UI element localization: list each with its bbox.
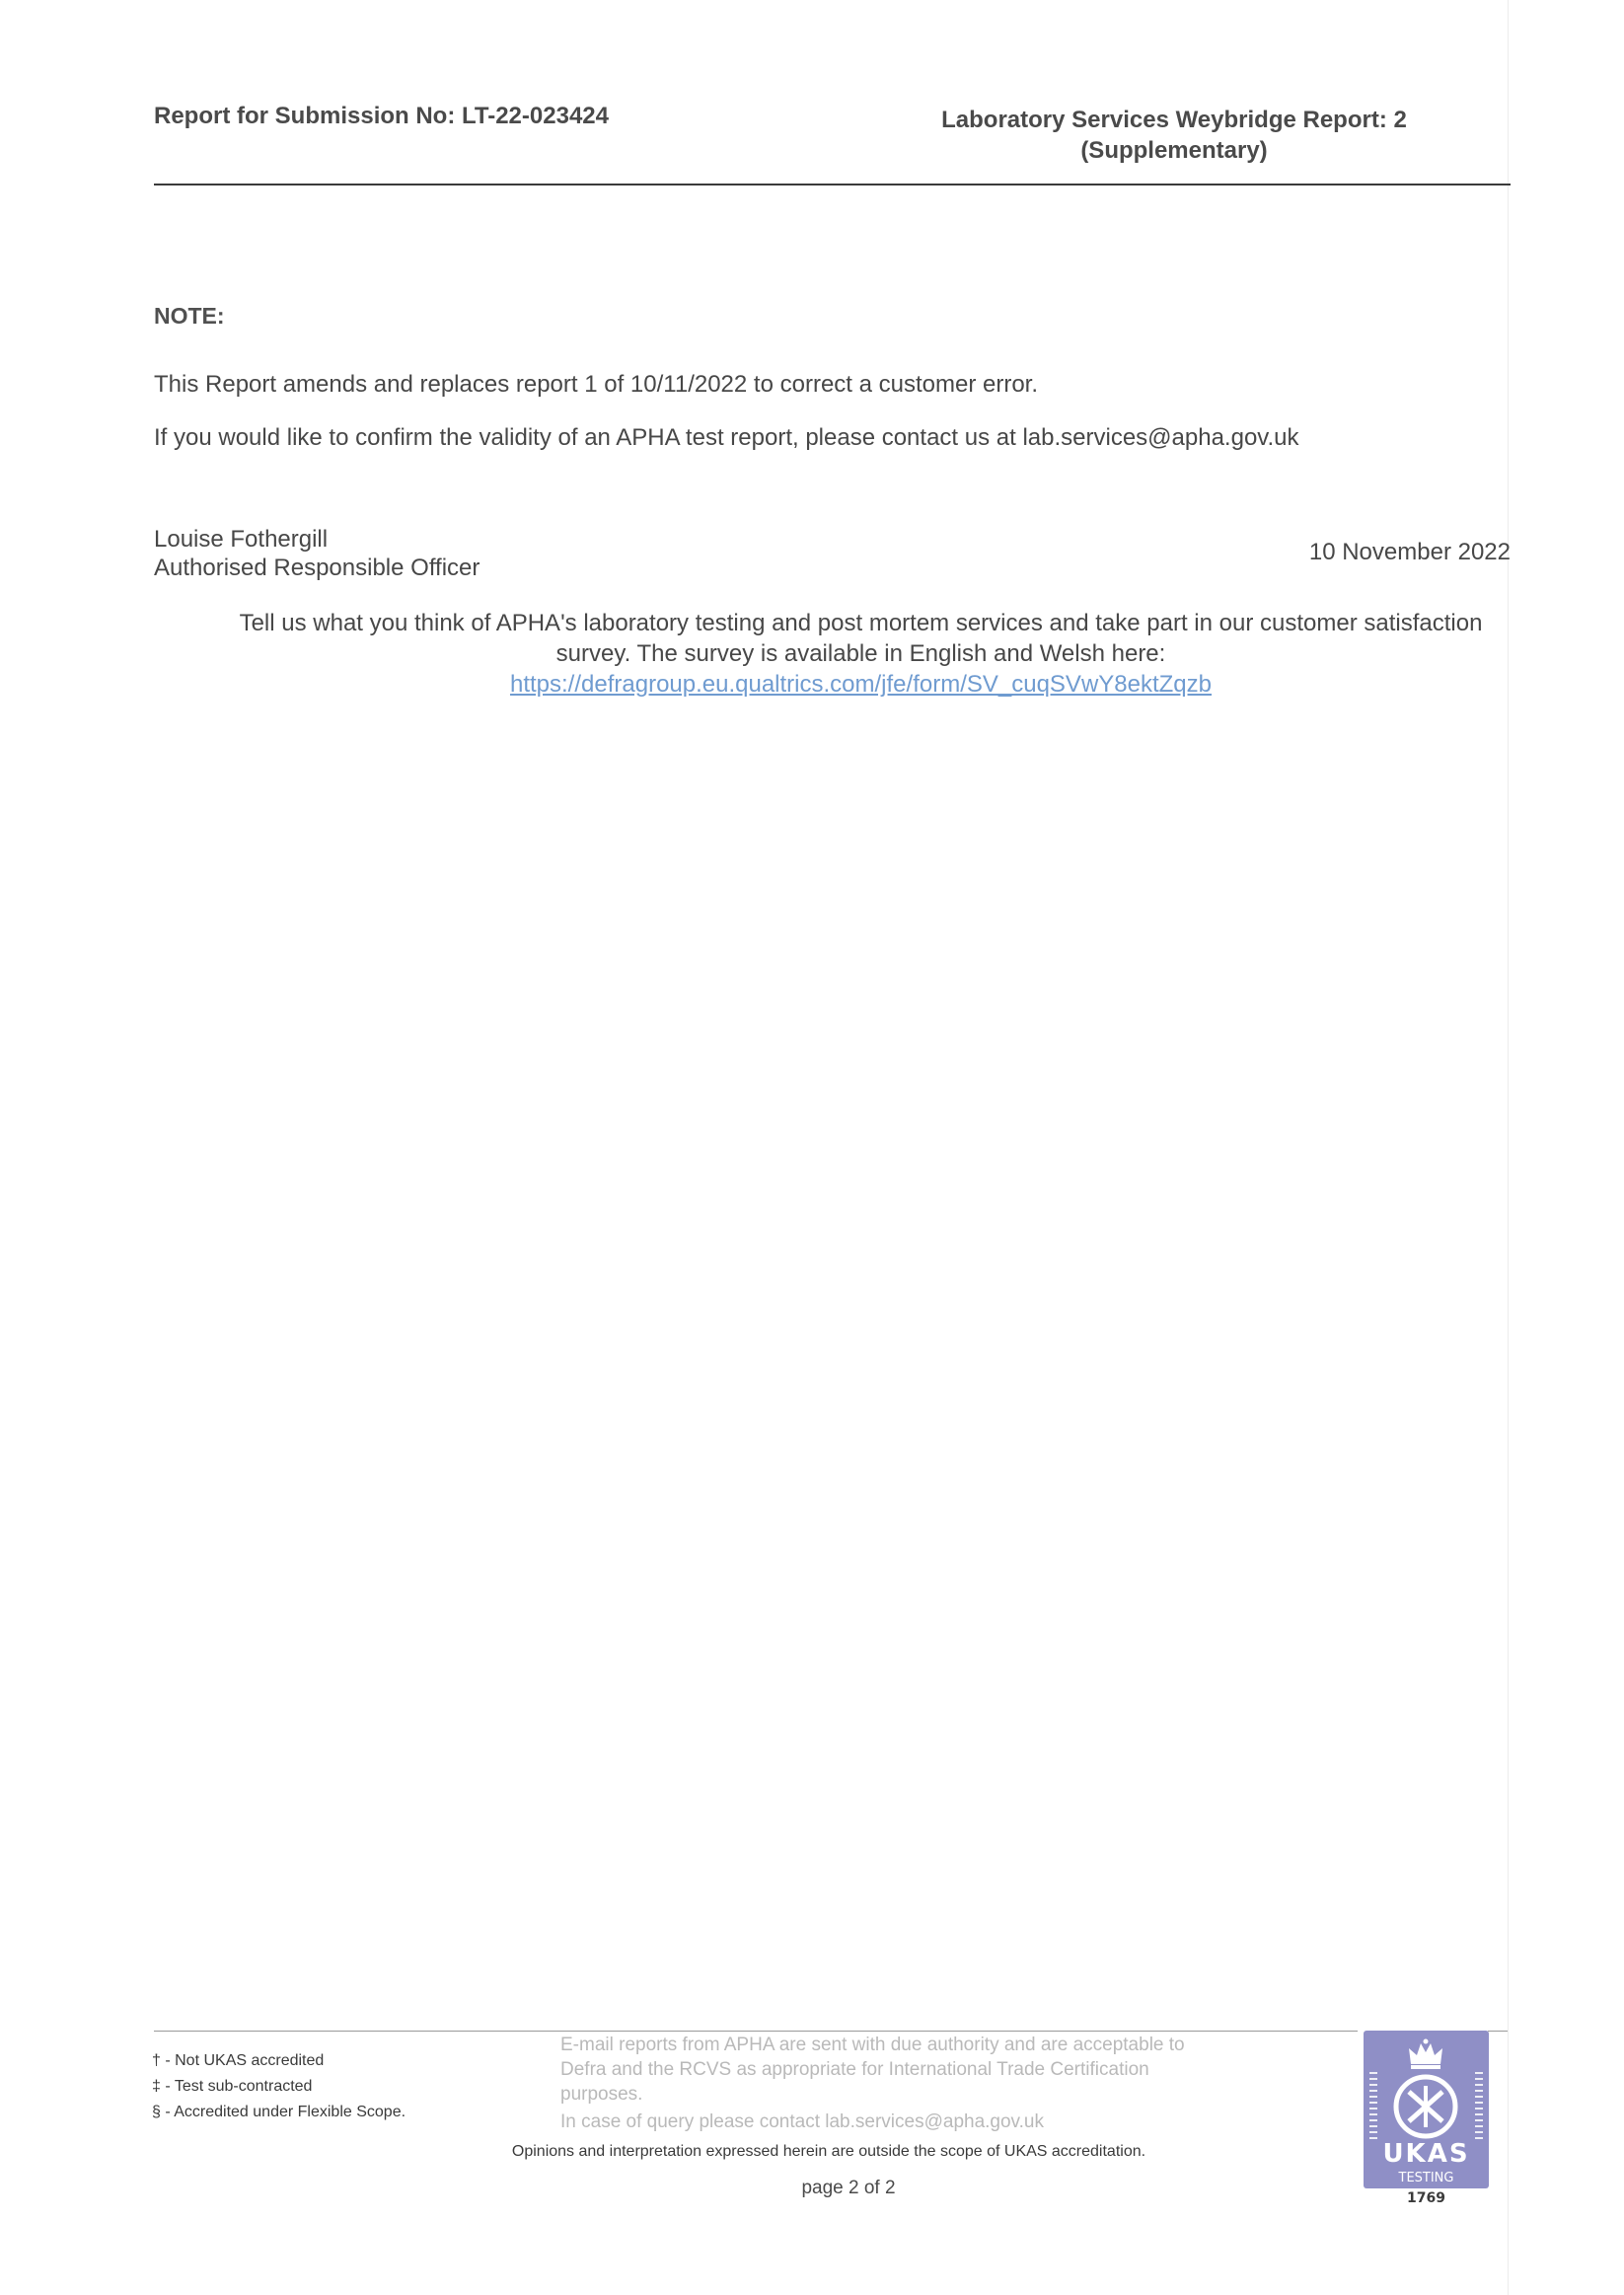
ukas-wordmark: UKAS — [1382, 2139, 1470, 2169]
email-disclaimer — [560, 2033, 1281, 2134]
signature-date: 10 November 2022 — [1308, 539, 1511, 565]
signatory-name: Louise Fothergill — [154, 526, 329, 553]
lab-report-title-line1: Laboratory Services Weybridge Report: 2 — [941, 107, 1407, 133]
footer-divider — [154, 2031, 1358, 2032]
scan-edge — [1508, 0, 1509, 2295]
survey-text-line2: survey. The survey is available in English and Welsh here: — [555, 640, 1166, 667]
ukas-scope-statement: Opinions and interpretation expressed herein are outside the scope of UKAS accreditation. — [511, 2143, 1146, 2160]
ukas-ticks-left — [1369, 2072, 1377, 2141]
note-paragraph-validity: If you would like to confirm the validity of an APHA test report, please contact us at lab.services@apha.gov.uk — [154, 424, 1299, 451]
ukas-tick-cross-icon — [1391, 2072, 1460, 2141]
email-disclaimer-line1: E-mail reports from APHA are sent with due authority and are acceptable to — [560, 2035, 1185, 2055]
legend-sub-contracted: ‡ - Test sub-contracted — [152, 2078, 313, 2095]
ukas-logo — [1364, 2031, 1489, 2188]
note-heading: NOTE: — [154, 303, 225, 329]
legend-not-accredited: † - Not UKAS accredited — [152, 2052, 325, 2069]
survey-invitation — [148, 608, 1574, 700]
submission-number: Report for Submission No: LT-22-023424 — [154, 103, 609, 129]
signatory-title: Authorised Responsible Officer — [154, 555, 480, 581]
survey-link[interactable]: https://defragroup.eu.qualtrics.com/jfe/form/SV_cuqSVwY8ektZqzb — [509, 671, 1212, 698]
note-paragraph-amendment: This Report amends and replaces report 1 of 10/11/2022 to correct a customer error. — [154, 371, 1039, 398]
crown-icon — [1406, 2038, 1445, 2070]
ukas-ticks-right — [1475, 2072, 1483, 2141]
footer-divider-right — [1488, 2031, 1508, 2032]
email-disclaimer-line3: purposes. — [560, 2084, 643, 2105]
footnote-legend — [152, 2048, 406, 2125]
ukas-accreditation-number: 1769 — [1407, 2190, 1445, 2206]
query-contact: In case of query please contact lab.services@apha.gov.uk — [560, 2111, 1044, 2132]
header-divider — [154, 184, 1511, 185]
page-number: page 2 of 2 — [801, 2178, 896, 2198]
ukas-testing-label: TESTING — [1398, 2171, 1454, 2185]
email-disclaimer-line2: Defra and the RCVS as appropriate for International Trade Certification — [560, 2059, 1149, 2080]
legend-flexible-scope: § - Accredited under Flexible Scope. — [152, 2104, 406, 2120]
survey-text-line1: Tell us what you think of APHA's laboratory testing and post mortem services and take part in our customer satisfaction — [239, 610, 1483, 636]
lab-report-title — [868, 105, 1480, 166]
lab-report-title-line2: (Supplementary) — [1080, 137, 1268, 164]
